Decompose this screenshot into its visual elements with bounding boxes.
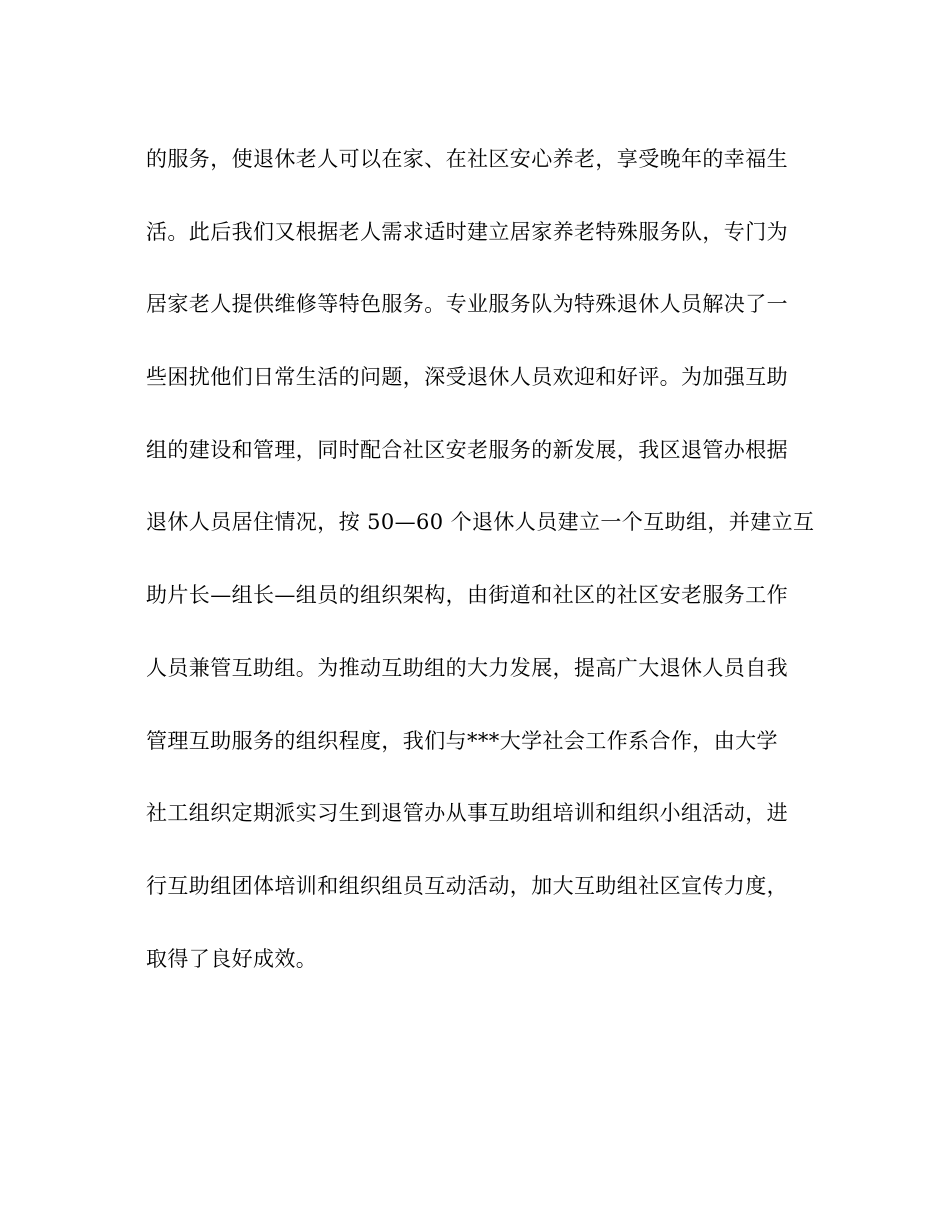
body-paragraph (146, 137, 816, 1009)
paragraph-line-9: 管理互助服务的组织程度，我们与***大学社会工作系合作，由大学 (146, 728, 778, 753)
paragraph-line-7: 助片长—组长—组员的组织架构，由街道和社区的社区安老服务工作 (146, 583, 788, 608)
paragraph-line-6: 退休人员居住情况，按 50—60 个退休人员建立一个互助组，并建立互 (146, 510, 815, 535)
paragraph-line-12: 取得了良好成效。 (146, 946, 318, 971)
paragraph-line-4: 些困扰他们日常生活的问题，深受退休人员欢迎和好评。为加强互助 (146, 365, 788, 390)
paragraph-line-3: 居家老人提供维修等特色服务。专业服务队为特殊退休人员解决了一 (146, 292, 788, 317)
paragraph-line-11: 行互助组团体培训和组织组员互动活动，加大互助组社区宣传力度， (146, 873, 788, 898)
paragraph-line-1: 的服务，使退休老人可以在家、在社区安心养老，享受晚年的幸福生 (146, 147, 788, 171)
paragraph-line-5: 组的建设和管理，同时配合社区安老服务的新发展，我区退管办根据 (146, 437, 788, 462)
paragraph-line-10: 社工组织定期派实习生到退管办从事互助组培训和组织小组活动，进 (146, 801, 788, 826)
paragraph-line-8: 人员兼管互助组。为推动互助组的大力发展，提高广大退休人员自我 (146, 655, 788, 680)
paragraph-line-2: 活。此后我们又根据老人需求适时建立居家养老特殊服务队，专门为 (146, 219, 788, 244)
